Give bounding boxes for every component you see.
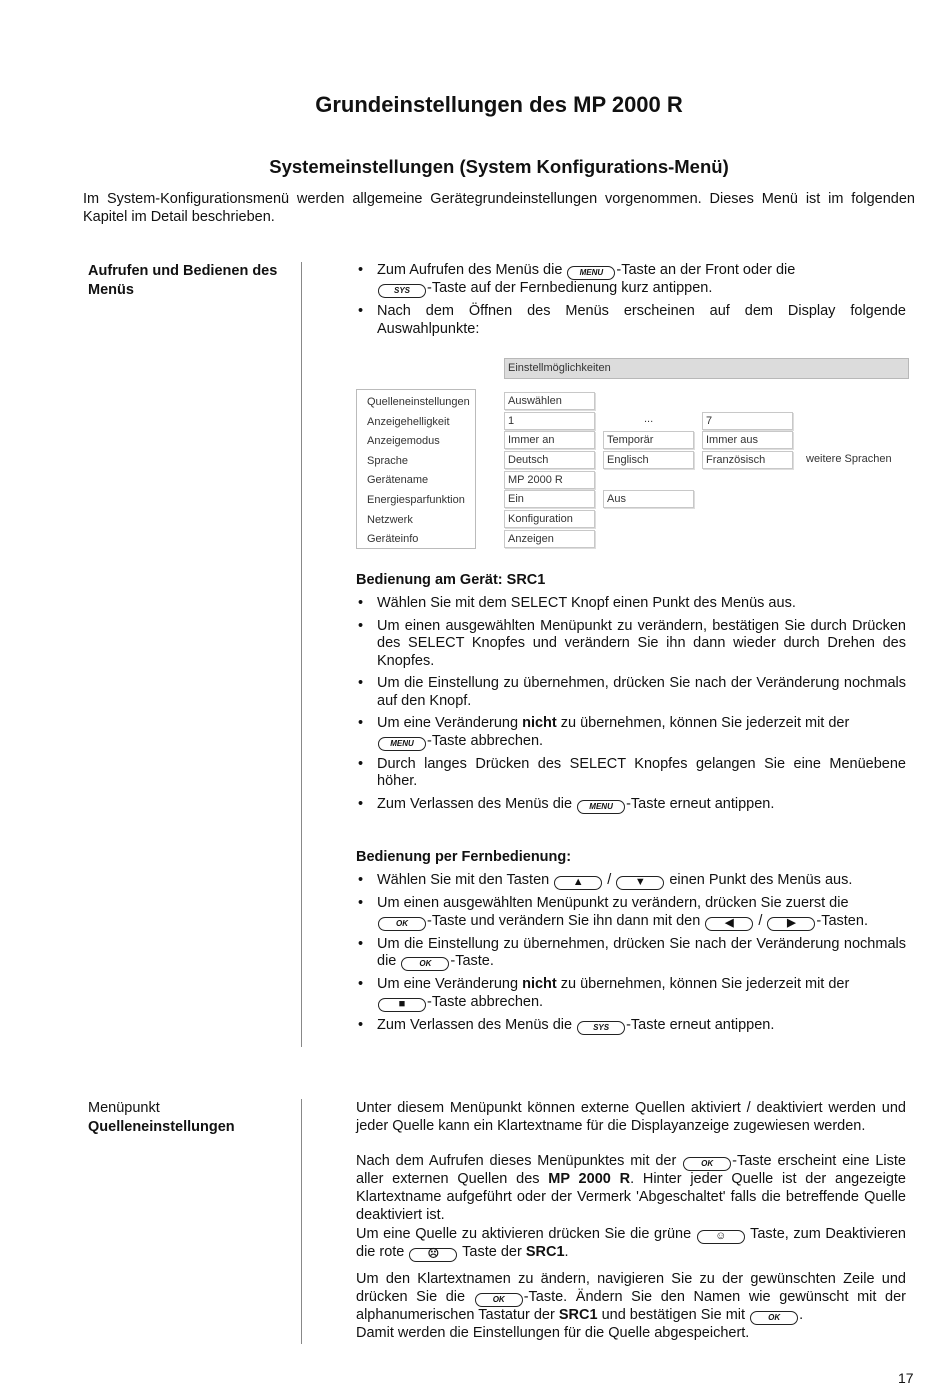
sys-key-icon: SYS <box>378 284 426 298</box>
list-item: • Um eine Veränderung nicht zu übernehmen, können Sie jederzeit mit der MENU -Taste abbrechen. <box>356 715 906 751</box>
option-cell: Immer aus <box>702 431 793 449</box>
option-cell: Anzeigen <box>504 530 595 548</box>
down-key-icon: ▼ <box>616 876 664 890</box>
list-item: • Um einen ausgewählten Menüpunkt zu verändern, drücken Sie zuerst die OK -Taste und verändern Sie ihn dann mit den ◀ / ▶ -Tasten. <box>356 895 906 931</box>
option-cell: 1 <box>504 412 595 430</box>
option-cell: Aus <box>603 490 694 508</box>
ok-key-icon: OK <box>475 1293 523 1307</box>
sources-paragraph-3: Um eine Quelle zu aktivieren drücken Sie die grüne ☺ Taste, zum Deaktivieren die rote ☹ Taste der SRC1. <box>356 1226 906 1260</box>
option-more: weitere Sprachen <box>806 453 892 465</box>
smile-key-icon: ☺ <box>697 1230 745 1244</box>
option-cell: MP 2000 R <box>504 471 595 489</box>
side-label: Menüpunkt <box>88 1100 160 1116</box>
option-cell: Konfiguration <box>504 510 595 528</box>
menu-table-header: Einstellmöglichkeiten <box>504 358 909 379</box>
option-cell: Französisch <box>702 451 793 469</box>
stop-key-icon: ■ <box>378 998 426 1012</box>
option-cell: Auswählen <box>504 392 595 410</box>
side-heading-sources <box>88 1099 298 1137</box>
page-title: Grundeinstellungen des MP 2000 R <box>315 92 683 117</box>
menu-item: Anzeigemodus <box>367 435 440 447</box>
section-title: Systemeinstellungen (System Konfigurations-Menü) <box>269 156 729 177</box>
right-key-icon: ▶ <box>767 917 815 931</box>
option-cell: 7 <box>702 412 793 430</box>
menu-item: Anzeigehelligkeit <box>367 416 450 428</box>
divider-line <box>301 262 302 1047</box>
side-label-bold: Quelleneinstellungen <box>88 1119 235 1135</box>
menu-key-icon: MENU <box>577 800 625 814</box>
frown-key-icon: ☹ <box>409 1248 457 1262</box>
option-cell: Englisch <box>603 451 694 469</box>
menu-item: Geräteinfo <box>367 533 419 545</box>
side-heading-menu: Aufrufen und Bedienen des Menüs <box>88 263 278 298</box>
menu-item: Sprache <box>367 455 408 467</box>
divider-line <box>301 1099 302 1344</box>
ok-key-icon: OK <box>683 1157 731 1171</box>
menu-key-icon: MENU <box>567 266 615 280</box>
ok-key-icon: OK <box>750 1311 798 1325</box>
list-item: • Wählen Sie mit den Tasten ▲ / ▼ einen Punkt des Menüs aus. <box>356 872 906 890</box>
list-item: • Um einen ausgewählten Menüpunkt zu verändern, bestätigen Sie durch Drücken des SELECT Knopfes und verändern Sie ihn dann wieder durch Drehen des Knopfes. <box>356 618 906 671</box>
up-key-icon: ▲ <box>554 876 602 890</box>
list-item: • Um die Einstellung zu übernehmen, drücken Sie nach der Veränderung nochmals auf den Knopf. <box>356 675 906 710</box>
list-item: • Zum Verlassen des Menüs die MENU -Taste erneut antippen. <box>356 796 906 814</box>
sources-paragraph-1: Unter diesem Menüpunkt können externe Quellen aktiviert / deaktiviert werden und jeder Quelle kann ein Klartextname für die Displayanzeige zugewiesen werden. <box>356 1100 906 1134</box>
intro-bullets <box>356 262 906 343</box>
option-cell: Deutsch <box>504 451 595 469</box>
option-ellipsis: ... <box>644 413 654 425</box>
sources-paragraph-4: Um den Klartextnamen zu ändern, navigieren Sie zu der gewünschten Zeile und drücken Sie die OK -Taste. Ändern Sie den Namen wie gewünscht mit der alphanumerischen Tastatur der SRC1 und bestätigen Sie mit OK . Damit werden die Einstellungen für die Quelle abgespeichert. <box>356 1271 906 1341</box>
remote-bullets <box>356 872 906 1040</box>
menu-item: Energiesparfunktion <box>367 494 465 506</box>
option-cell: Temporär <box>603 431 694 449</box>
device-bullets <box>356 595 906 819</box>
list-item: • Um die Einstellung zu übernehmen, drücken Sie nach der Veränderung nochmals die OK -Taste. <box>356 936 906 972</box>
list-item: • Zum Aufrufen des Menüs die MENU -Taste an der Front oder die SYS -Taste auf der Fernbedienung kurz antippen. <box>356 262 906 298</box>
list-item: • Durch langes Drücken des SELECT Knopfes gelangen Sie eine Menüebene höher. <box>356 756 906 791</box>
menu-item: Netzwerk <box>367 514 413 526</box>
menu-item: Quelleneinstellungen <box>367 396 470 408</box>
device-heading: Bedienung am Gerät: SRC1 <box>356 572 546 588</box>
remote-heading: Bedienung per Fernbedienung: <box>356 849 572 865</box>
list-item: • Nach dem Öffnen des Menüs erscheinen auf dem Display folgende Auswahlpunkte: <box>356 303 906 338</box>
sys-key-icon: SYS <box>577 1021 625 1035</box>
menu-key-icon: MENU <box>378 737 426 751</box>
ok-key-icon: OK <box>401 957 449 971</box>
intro-paragraph: Im System-Konfigurationsmenü werden allgemeine Gerätegrundeinstellungen vorgenommen. Dieses Menü ist im folgenden Kapitel im Detail beschrieben. <box>83 191 915 225</box>
sources-paragraph-2: Nach dem Aufrufen dieses Menüpunktes mit der OK -Taste erscheint eine Liste aller externen Quellen des MP 2000 R. Hinter jeder Quelle ist der angezeigte Klartextname aufgeführt oder der Vermerk 'Abgeschaltet' falls die betreffende Quelle deaktiviert ist. <box>356 1153 906 1223</box>
option-cell: Ein <box>504 490 595 508</box>
page-number: 17 <box>898 1370 914 1386</box>
list-item: • Um eine Veränderung nicht zu übernehmen, können Sie jederzeit mit der ■ -Taste abbrechen. <box>356 976 906 1012</box>
ok-key-icon: OK <box>378 917 426 931</box>
menu-item: Gerätename <box>367 474 429 486</box>
left-key-icon: ◀ <box>705 917 753 931</box>
menu-items-panel <box>356 389 476 549</box>
option-cell: Immer an <box>504 431 595 449</box>
list-item: • Zum Verlassen des Menüs die SYS -Taste erneut antippen. <box>356 1017 906 1035</box>
list-item: • Wählen Sie mit dem SELECT Knopf einen Punkt des Menüs aus. <box>356 595 906 613</box>
